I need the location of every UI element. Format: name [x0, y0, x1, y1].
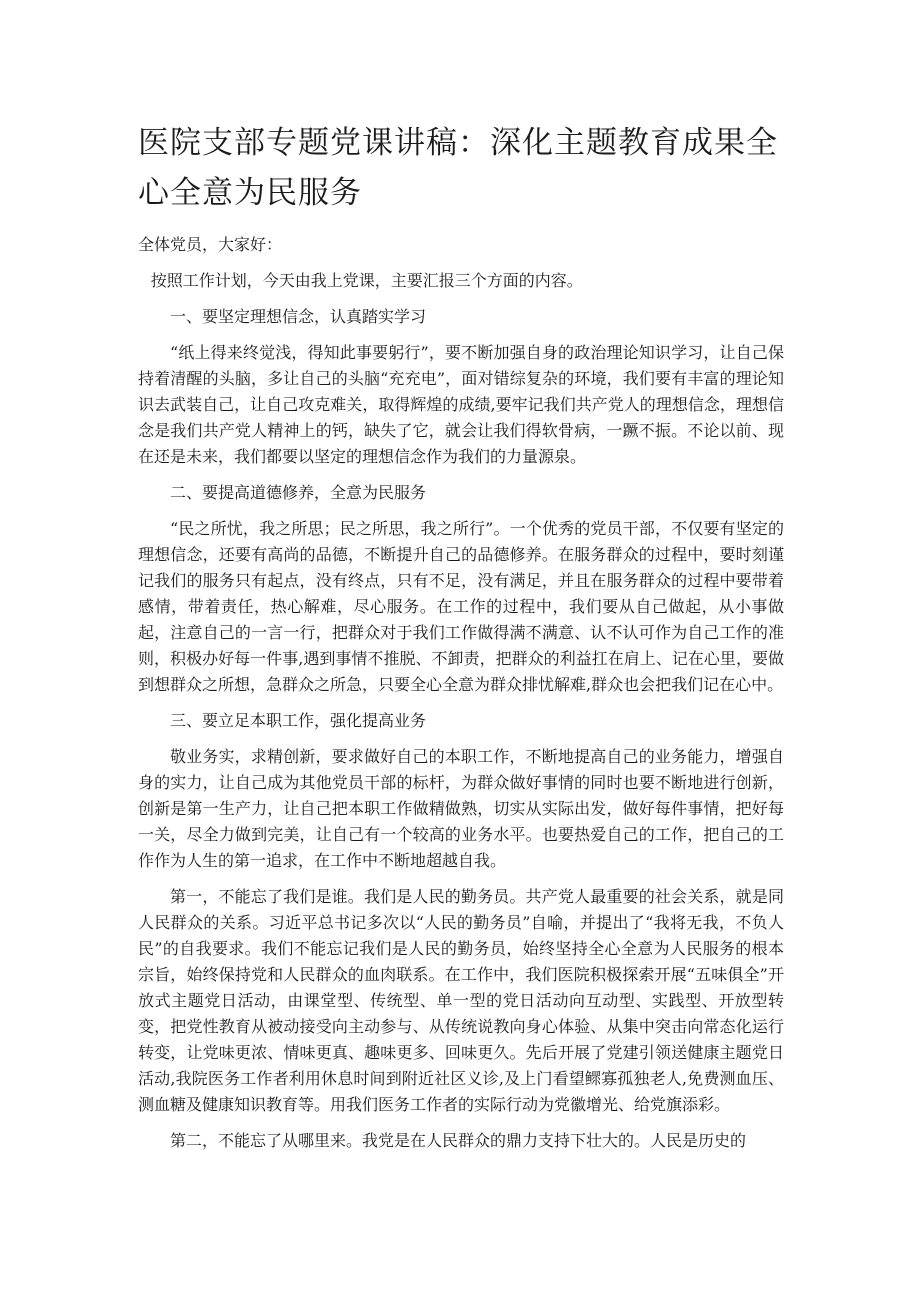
section-2-body: “民之所忧，我之所思；民之所思，我之所行”。一个优秀的党员干部，不仅要有坚定的理想信念，还要有高尚的品德，不断提升自己的品德修养。在服务群众的过程中，要时刻谨记我们的服务只有起点，没有终点，只有不足，没有满足，并且在服务群众的过程中要带着感情，带着责任，热心解难，尽心服务。在工作的过程中，我们要从自己做起，从小事做起，注意自己的一言一行，把群众对于我们工作做得满不满意、认不认可作为自己工作的准则，积极办好每一件事,遇到事情不推脱、不卸责，把群众的利益扛在肩上、记在心里，要做到想群众之所想，急群众之所急，只要全心全意为群众排忧解难,群众也会把我们记在心中。 [138, 519, 784, 694]
section-2-heading: 二、要提高道德修养，全意为民服务 [170, 483, 427, 502]
point-first-paragraph: 第一，不能忘了我们是谁。我们是人民的勤务员。共产党人最重要的社会关系，就是同人民群众的关系。习近平总书记多次以“人民的勤务员”自喻，并提出了“我将无我，不负人民”的自我要求。我们不能忘记我们是人民的勤务员，始终坚持全心全意为人民服务的根本宗旨，始终保持党和人民群众的血肉联系。在工作中，我们医院积极探索开展“五味俱全”开放式主题党日活动，由课堂型、传统型、单一型的党日活动向互动型、实践型、开放型转变，把党性教育从被动接受向主动参与、从传统说教向身心体验、从集中突击向常态化运行转变，让党味更浓、情味更真、趣味更多、回味更久。先后开展了党建引领送健康主题党日活动,我院医务工作者利用休息时间到附近社区义诊,及上门看望鳏寡孤独老人,免费测血压、测血糖及健康知识教育等。用我们医务工作者的实际行动为党徽增光、给党旗添彩。 [138, 887, 784, 1114]
section-1-body: “纸上得来终觉浅，得知此事要躬行”，要不断加强自身的政治理论知识学习，让自己保持着清醒的头脑，多让自己的头脑“充充电”，面对错综复杂的环境，我们要有丰富的理论知识去武装自己，让自己攻克难关，取得辉煌的成绩,要牢记我们共产党人的理想信念，理想信念是我们共产党人精神上的钙，缺失了它，就会让我们得软骨病，一蹶不振。不论以前、现在还是未来，我们都要以坚定的理想信念作为我们的力量源泉。 [138, 343, 784, 466]
intro-paragraph: 按照工作计划，今天由我上党课，主要汇报三个方面的内容。 [150, 271, 583, 290]
point-second-paragraph: 第二，不能忘了从哪里来。我党是在人民群众的鼎力支持下壮大的。人民是历史的 [170, 1131, 747, 1150]
greeting: 全体党员，大家好： [138, 235, 283, 254]
document-title: 医院支部专题党课讲稿：深化主题教育成果全心全意为民服务 [138, 125, 778, 211]
section-3-heading: 三、要立足本职工作，强化提高业务 [170, 711, 427, 730]
document-page [138, 118, 784, 1164]
section-1-heading: 一、要坚定理想信念，认真踏实学习 [170, 307, 427, 326]
section-3-body: 敬业务实，求精创新，要求做好自己的本职工作，不断地提高自己的业务能力，增强自身的实力，让自己成为其他党员干部的标杆，为群众做好事情的同时也要不断地进行创新，创新是第一生产力，让自己把本职工作做精做熟，切实从实际出发，做好每件事情，把好每一关，尽全力做到完美，让自己有一个较高的业务水平。也要热爱自己的工作，把自己的工作作为人生的第一追求，在工作中不断地超越自我。 [138, 747, 784, 870]
